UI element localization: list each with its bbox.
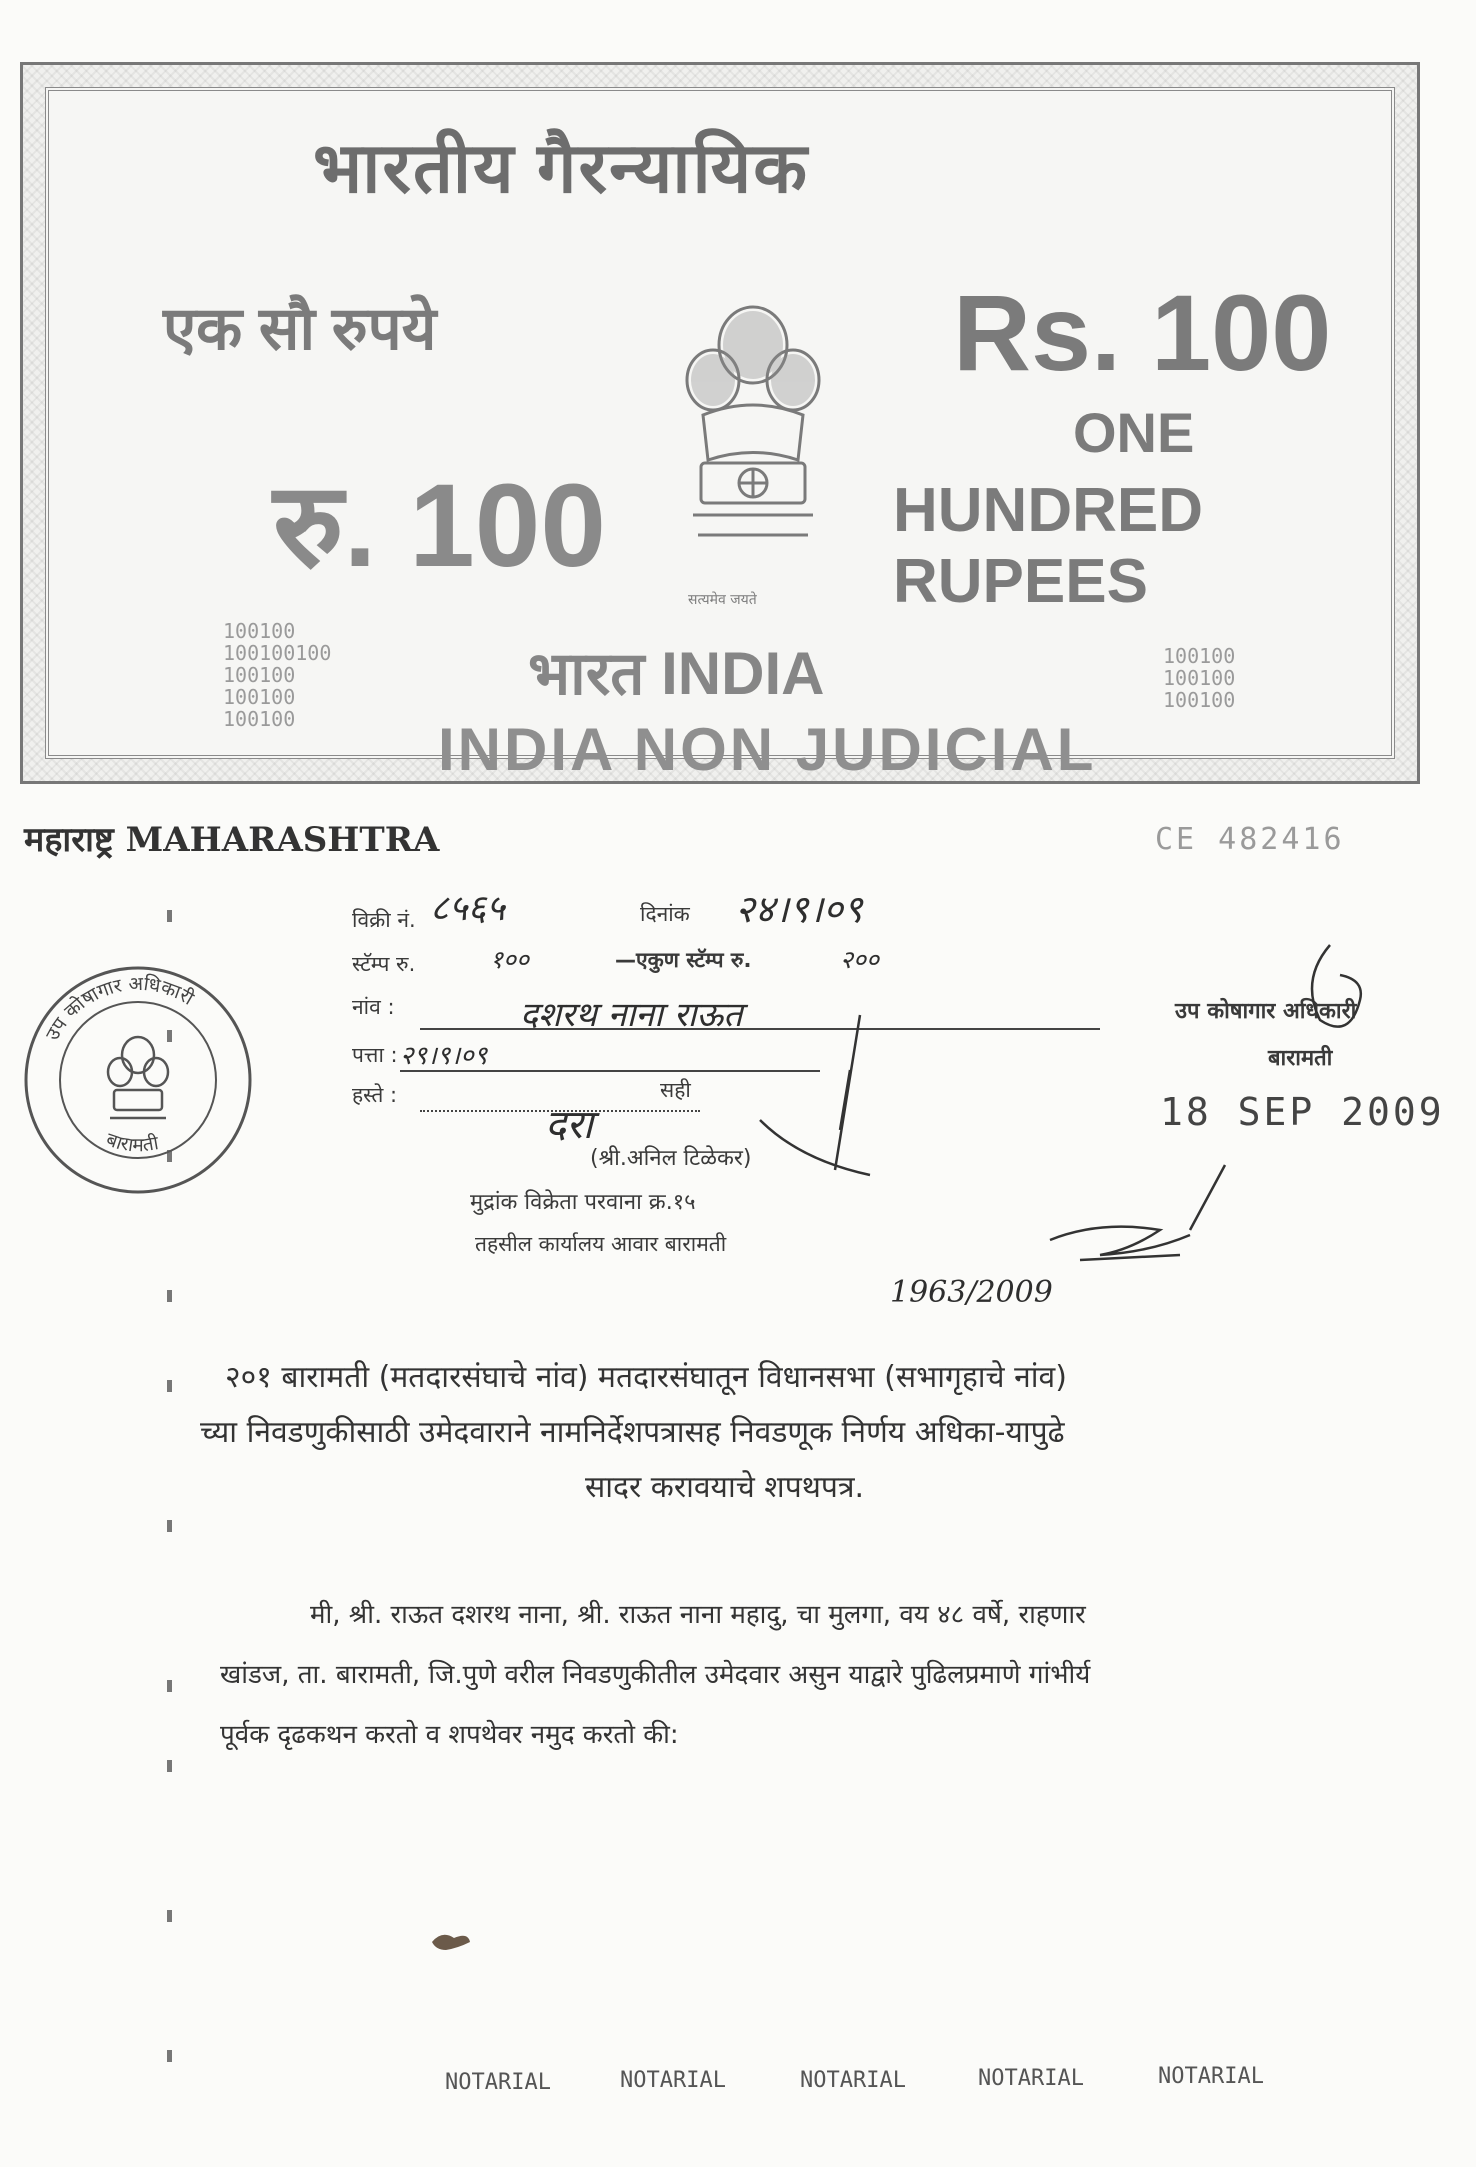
registration-number: 1963/2009 [890, 1275, 1053, 1310]
stamp-rs-value: १०० [490, 945, 530, 974]
stamp-type: INDIA NON JUDICIAL [438, 716, 1097, 783]
sale-number-value: ८५६५ [430, 888, 505, 929]
microtext-line: 100100 [1163, 688, 1236, 712]
seal-text-bottom: बारामती [103, 1128, 161, 1157]
notarial-mark: NOTARIAL [978, 2066, 1084, 2091]
stamp-value-words-line1: ONE [1073, 401, 1195, 464]
vendor-signature-stroke-icon [740, 1010, 900, 1190]
notarial-mark: NOTARIAL [620, 2068, 726, 2093]
signature-value: दरा [545, 1102, 593, 1148]
treasury-city: बारामती [1268, 1046, 1333, 1071]
sahi-label: सही [660, 1078, 691, 1102]
state-name: महाराष्ट्र MAHARASHTRA [24, 820, 440, 860]
stamp-value-marathi-words: एक सौ रुपये [163, 295, 437, 362]
declaration-line3: पूर्वक दृढकथन करतो व शपथेवर नमुद करतो की: [220, 1720, 679, 1750]
stamp-country: भारत INDIA [528, 640, 825, 707]
ink-blot-icon [428, 1928, 474, 1954]
total-stamp-label: —एकुण स्टॅम्प रु. [615, 948, 752, 972]
vendor-name: (श्री.अनिल टिळेकर) [590, 1146, 752, 1171]
microtext-right [1163, 645, 1235, 711]
stamp-value-right: Rs. 100 [953, 272, 1332, 393]
name-label: नांव : [352, 995, 395, 1019]
serial-number: CE 482416 [1155, 822, 1345, 857]
officer-signature-icon [1040, 1160, 1240, 1280]
signature-label: हस्ते : [352, 1083, 398, 1107]
microtext-left [223, 620, 331, 730]
total-stamp-value: २०० [840, 945, 880, 974]
stamp-rs-label: स्टॅम्प रु. [352, 952, 416, 976]
sale-number-label: विक्री नं. [352, 908, 416, 932]
microtext-line: 100100 [1163, 666, 1236, 690]
date-value: २४।९।०९ [735, 887, 863, 931]
affidavit-heading-line3: सादर करावयाचे शपथपत्र. [585, 1470, 865, 1505]
date-stamp: 18 SEP 2009 [1160, 1090, 1445, 1134]
svg-text:उप कोषागार अधिकारी [41, 972, 198, 1044]
address-value: २९।९।०९ [400, 1041, 488, 1071]
stamp-value-words-line2: HUNDRED RUPEES [893, 476, 1203, 616]
declaration-line2: खांडज, ता. बारामती, जि.पुणे वरील निवडणुकीतील उमेदवार असुन याद्वारे पुढिलप्रमाणे गांभीर्य [220, 1660, 1091, 1690]
stamp-devanagari-title: भारतीय गैरन्यायिक [313, 129, 809, 207]
microtext-line: 100100 [223, 663, 296, 687]
affidavit-heading-line1: २०१ बारामती (मतदारसंघाचे नांव) मतदारसंघातून विधानसभा (सभागृहाचे नांव) [225, 1360, 1067, 1395]
date-label: दिनांक [640, 902, 690, 926]
notarial-mark: NOTARIAL [800, 2068, 906, 2093]
declaration-line1: मी, श्री. राऊत दशरथ नाना, श्री. राऊत नाना महादु, चा मुलगा, वय ४८ वर्षे, राहणार [310, 1600, 1086, 1630]
seal-text-top: उप कोषागार अधिकारी [41, 972, 198, 1045]
stamp-value-left: रु. 100 [273, 460, 607, 592]
microtext-line: 100100 [223, 619, 296, 643]
address-label: पत्ता : [352, 1043, 398, 1067]
vendor-licence: मुद्रांक विक्रेता परवाना क्र.१५ [470, 1190, 696, 1215]
emblem-motto: सत्यमेव जयते [688, 592, 757, 608]
notarial-mark: NOTARIAL [445, 2070, 551, 2095]
microtext-line: 100100100 [223, 641, 332, 665]
notarial-mark: NOTARIAL [1158, 2064, 1264, 2089]
microtext-line: 100100 [223, 685, 296, 709]
treasury-seal-icon [18, 960, 258, 1200]
affidavit-heading-line2: च्या निवडणुकीसाठी उमेदवाराने नामनिर्देशपत्रासह निवडणूक निर्णय अधिका-यापुढे [200, 1415, 1065, 1450]
ashoka-emblem-icon [673, 285, 833, 585]
treasury-office: उप कोषागार अधिकारी [1175, 999, 1357, 1024]
microtext-line: 100100 [223, 707, 296, 731]
name-value: दशरथ नाना राऊत [520, 995, 743, 1035]
svg-text:बारामती [103, 1128, 161, 1156]
treasury-signature-icon [1290, 940, 1380, 1050]
signature-underline [420, 1110, 700, 1112]
stamp-paper-header [20, 62, 1420, 784]
vendor-office: तहसील कार्यालय आवार बारामती [475, 1232, 727, 1256]
microtext-line: 100100 [1163, 644, 1236, 668]
